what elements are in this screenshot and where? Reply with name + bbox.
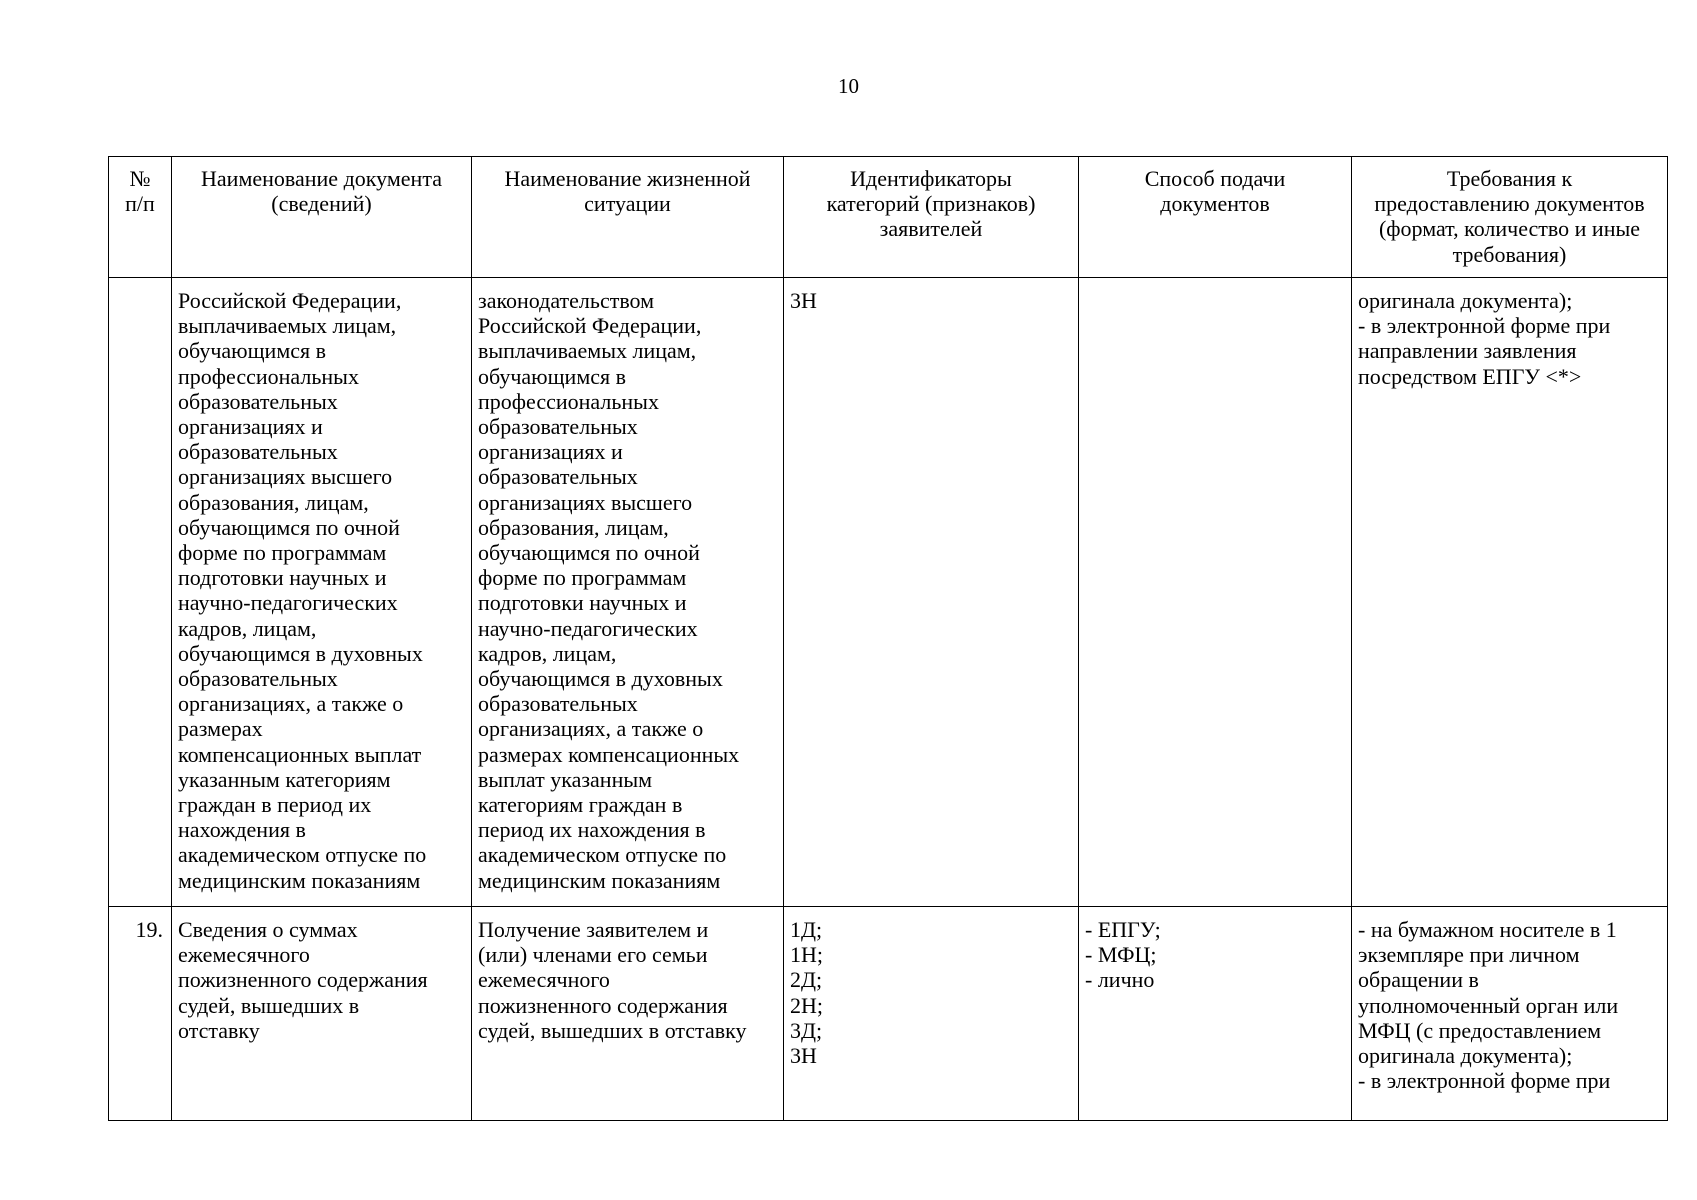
cell-line: пожизненного содержания [478,992,728,1018]
cell-line: 2Д; [790,967,823,993]
cell-line: Российской Федерации, [478,313,702,339]
header-submission-method: Способ подачи документов [1079,157,1352,278]
cell-line: обучающимся по очной [478,540,700,566]
cell-identifiers [784,907,1079,1121]
cell-line: - в электронной форме при [1358,313,1611,339]
header-requirements: Требования к предоставлению документов (формат, количество и иные требования) [1352,157,1668,278]
cell-line: подготовки научных и [478,590,687,616]
cell-line: медицинским показаниям [478,867,721,893]
cell-line: подготовки научных и [178,565,387,591]
cell-line: обучающимся в [178,338,327,364]
cell-document-name [172,278,472,907]
cell-line: медицинским показаниям [178,867,421,893]
header-number: № п/п [109,157,172,278]
cell-line: образовательных [478,691,638,717]
cell-line: кадров, лицам, [478,640,617,666]
cell-line: - на бумажном носителе в 1 [1358,917,1617,942]
cell-line: научно-педагогических [478,615,698,641]
cell-line: Сведения о суммах [178,917,358,942]
cell-requirements [1352,278,1668,907]
cell-line: посредством ЕПГУ <*> [1358,363,1582,389]
cell-line: законодательством [478,288,655,313]
cell-document-name [172,907,472,1121]
cell-life-situation [472,907,784,1121]
cell-line: пожизненного содержания [178,967,428,993]
cell-line: форме по программам [178,540,387,566]
cell-line: образовательных [478,414,638,440]
cell-line: компенсационных выплат [178,741,422,767]
cell-line: (или) членами его семьи [478,942,708,968]
cell-line: указанным категориям [178,766,391,792]
cell-line: обучающимся в [478,363,627,389]
cell-line: организациях высшего [478,489,693,515]
cell-line: - ЕПГУ; [1085,917,1161,942]
cell-number: 19. [109,907,172,1121]
cell-life-situation [472,278,784,907]
cell-line: период их нахождения в [478,817,706,843]
cell-line: обучающимся в духовных [478,666,723,692]
header-document-name: Наименование документа (сведений) [172,157,472,278]
cell-line: форме по программам [478,565,687,591]
table-row [109,278,1668,907]
table-header-row [109,157,1668,278]
table-body [109,278,1668,1121]
cell-line: образовательных [178,388,338,414]
cell-submission-method [1079,278,1352,907]
cell-line: кадров, лицам, [178,615,317,641]
cell-line: ежемесячного [178,942,310,968]
cell-number [109,278,172,907]
cell-line: образовательных [178,439,338,465]
cell-line: Российской Федерации, [178,288,402,313]
cell-line: категориям граждан в [478,792,683,818]
cell-line: судей, вышедших в отставку [478,1017,747,1043]
cell-line: организациях, а также о [478,716,704,742]
cell-identifiers [784,278,1079,907]
cell-line: 2Н; [790,992,823,1018]
cell-line: образования, лицам, [478,514,669,540]
header-identifiers: Идентификаторы категорий (признаков) заявителей [784,157,1079,278]
documents-table [108,156,1668,1121]
cell-line: образования, лицам, [178,489,369,515]
cell-line: направлении заявления [1358,338,1577,364]
cell-requirements [1352,907,1668,1121]
cell-line: 1Д; [790,917,823,942]
cell-line: академическом отпуске по [478,842,727,868]
cell-line: отставку [178,1017,260,1043]
cell-line: организациях и [178,414,323,440]
cell-line: уполномоченный орган или [1358,992,1619,1018]
cell-line: выплачиваемых лицам, [478,338,697,364]
cell-line: 3Н [790,288,817,313]
page-number: 10 [838,74,859,98]
cell-line: - лично [1085,967,1155,993]
cell-line: обучающимся в духовных [178,640,423,666]
cell-line: экземпляре при личном [1358,942,1580,968]
header-life-situation: Наименование жизненной ситуации [472,157,784,278]
cell-line: оригинала документа); [1358,1043,1573,1069]
cell-line: - МФЦ; [1085,942,1157,968]
cell-line: организациях высшего [178,464,393,490]
cell-line: Получение заявителем и [478,917,709,942]
cell-line: образовательных [478,464,638,490]
cell-line: выплачиваемых лицам, [178,313,397,339]
cell-line: судей, вышедших в [178,992,360,1018]
cell-line: - в электронной форме при [1358,1068,1611,1094]
cell-line: профессиональных [178,363,359,389]
cell-line: 1Н; [790,942,823,968]
cell-line: профессиональных [478,388,659,414]
cell-line: МФЦ (с предоставлением [1358,1017,1602,1043]
cell-line: 3Н [790,1043,817,1069]
cell-line: обучающимся по очной [178,514,400,540]
cell-line: 3Д; [790,1017,823,1043]
cell-line: академическом отпуске по [178,842,427,868]
cell-line: организациях и [478,439,623,465]
cell-line: размерах [178,716,263,742]
cell-line: размерах компенсационных [478,741,740,767]
cell-line: организациях, а также о [178,691,404,717]
cell-line: научно-педагогических [178,590,398,616]
cell-line: ежемесячного [478,967,610,993]
cell-line: нахождения в [178,817,306,843]
cell-line: оригинала документа); [1358,288,1573,313]
cell-line: выплат указанным [478,766,653,792]
cell-line: обращении в [1358,967,1479,993]
cell-line: образовательных [178,666,338,692]
cell-line: граждан в период их [178,792,372,818]
cell-submission-method [1079,907,1352,1121]
table-row [109,907,1668,1121]
